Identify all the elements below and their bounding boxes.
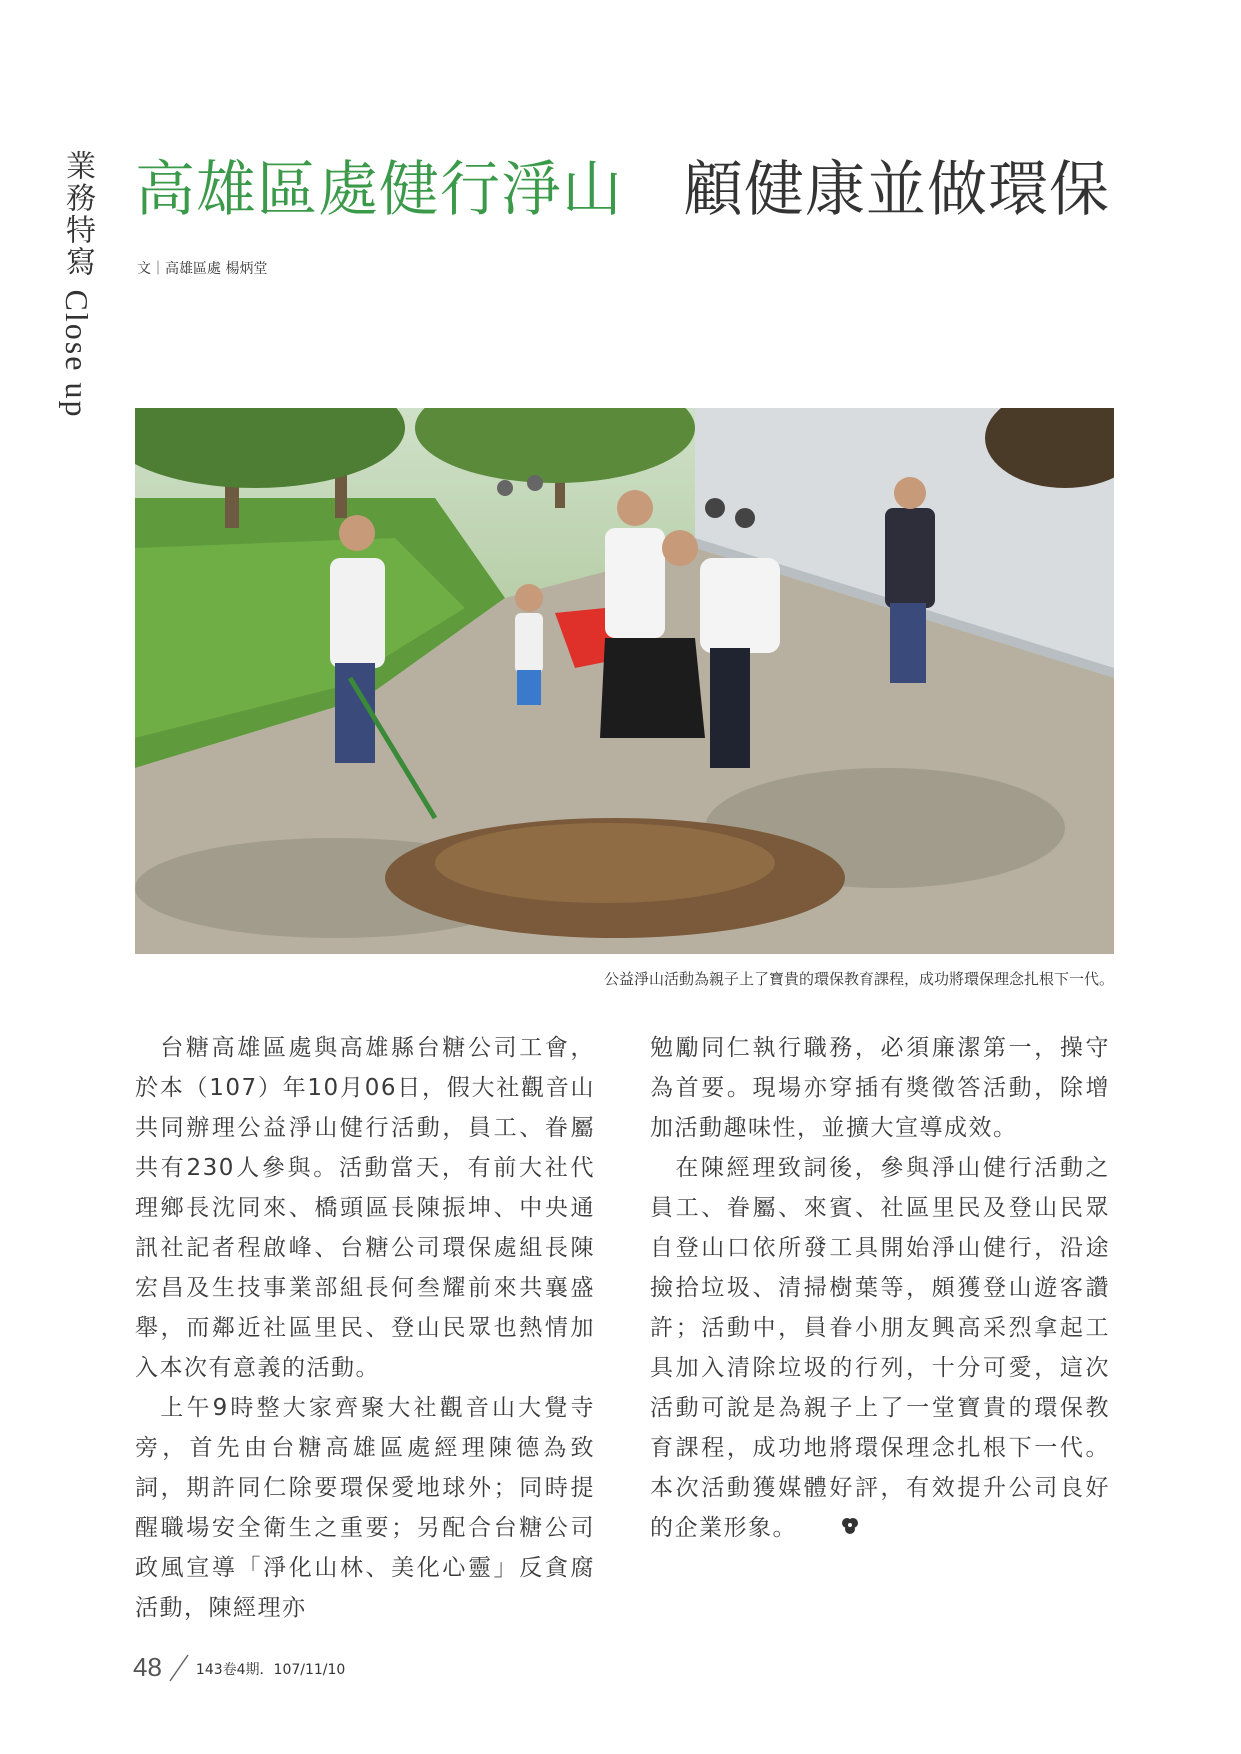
body-column-right [650, 1028, 1110, 1549]
article-title [135, 150, 1145, 230]
title-part2: 顧健康並做環保 [683, 155, 1110, 225]
byline: 文｜高雄區處 楊炳堂 [137, 261, 268, 277]
paragraph [650, 1148, 1110, 1549]
section-label [55, 150, 99, 418]
paragraph-text: 在陳經理致詞後，參與淨山健行活動之員工、眷屬、來賓、社區里民及登山民眾自登山口依所發工具開始淨山健行，沿途撿拾垃圾、清掃樹葉等，頗獲登山遊客讚許；活動中，員眷小朋友興高采烈拿起工具加入清除垃圾的行列，十分可愛，這次活動可說是為親子上了一堂寶貴的環保教育課程，成功地將環保理念扎根下一代。本次活動獲媒體好評，有效提升公司良好的企業形象。 [650, 1155, 1110, 1541]
body-column-left [135, 1028, 595, 1628]
page-footer [133, 1652, 345, 1683]
section-label-en: Close up [59, 289, 95, 419]
page-number: 48 [133, 1652, 162, 1682]
paragraph: 上午9時整大家齊聚大社觀音山大覺寺旁，首先由台糖高雄區處經理陳德為致詞，期許同仁除要環保愛地球外；同時提醒職場安全衛生之重要；另配合台糖公司政風宣導「淨化山林、美化心靈」反貪腐活動，陳經理亦 [135, 1395, 595, 1621]
paragraph: 台糖高雄區處與高雄縣台糖公司工會，於本（107）年10月06日，假大社觀音山共同辦理公益淨山健行活動，員工、眷屬共有230人參與。活動當天，有前大社代理鄉長沈同來、橋頭區長陳振坤、中央通訊社記者程啟峰、台糖公司環保處組長陳宏昌及生技事業部組長何叁耀前來共襄盛舉，而鄰近社區里民、登山民眾也熱情加入本次有意義的活動。 [135, 1035, 595, 1381]
title-part1: 高雄區處健行淨山 [135, 155, 623, 225]
end-mark-icon [815, 1509, 860, 1549]
cleanup-photo-icon [135, 408, 1114, 954]
issue-info: 143卷4期．107/11/10 [195, 1662, 346, 1678]
article-photo [135, 408, 1114, 954]
slash-divider-icon [166, 1653, 190, 1683]
photo-caption: 公益淨山活動為親子上了寶貴的環保教育課程，成功將環保理念扎根下一代。 [603, 970, 1114, 988]
paragraph: 勉勵同仁執行職務，必須廉潔第一，操守為首要。現場亦穿插有獎徵答活動，除增加活動趣味性，並擴大宣導成效。 [650, 1035, 1110, 1141]
section-label-zh: 業務特寫 [60, 150, 95, 278]
